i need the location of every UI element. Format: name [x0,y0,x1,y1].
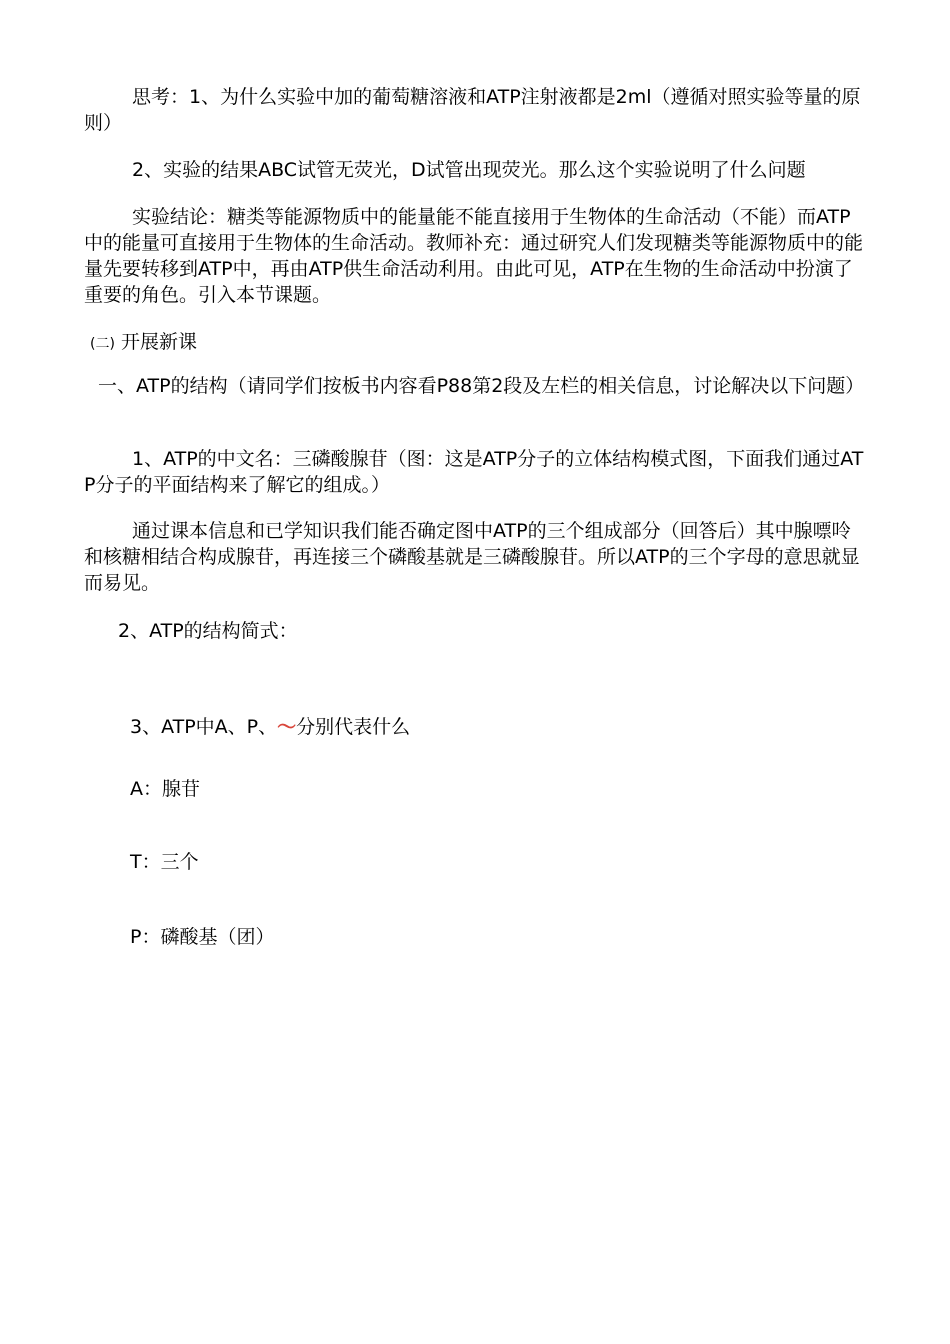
definition-a: A：腺苷 [130,778,200,800]
definition-p: P：磷酸基（团） [130,926,275,948]
item3-suffix: 分别代表什么 [296,716,411,738]
think-question-2: 2、实验的结果ABC试管无荧光，D试管出现荧光。那么这个实验说明了什么问题 [132,159,806,181]
experiment-conclusion: 实验结论：糖类等能源物质中的能量能不能直接用于生物体的生命活动（不能）而ATP中的能量可直接用于生物体的生命活动。教师补充：通过研究人们发现糖类等能源物质中的能量先要转移到ATP中，再由ATP供生命活动利用。由此可见，ATP在生物的生命活动中扮演了重要的角色。引入本节课题。 [84,206,864,306]
section-title: 开展新课 [120,331,197,353]
para-atp-components: 通过课本信息和已学知识我们能否确定图中ATP的三个组成部分（回答后）其中腺嘌呤和核糖相结合构成腺苷，再连接三个磷酸基就是三磷酸腺苷。所以ATP的三个字母的意思就显而易见。 [84,520,860,594]
item3-prefix: 3、ATP中A、P、 [130,716,278,738]
heading-atp-structure: 一、ATP的结构（请同学们按板书内容看P88第2段及左栏的相关信息，讨论解决以下问题） [98,375,865,397]
think-question-1: 思考：1、为什么实验中加的葡萄糖溶液和ATP注射液都是2ml（遵循对照实验等量的原则） [84,86,861,134]
section-marker: (二) [90,336,115,352]
high-energy-bond-symbol: ～ [277,716,297,738]
section-heading-2 [90,329,874,357]
item-atp-formula: 2、ATP的结构简式： [118,620,298,642]
definition-t: T：三个 [130,851,199,873]
item-atp-symbols [130,714,830,740]
item-atp-chinese-name: 1、ATP的中文名：三磷酸腺苷（图：这是ATP分子的立体结构模式图，下面我们通过ATP分子的平面结构来了解它的组成。） [84,448,864,496]
